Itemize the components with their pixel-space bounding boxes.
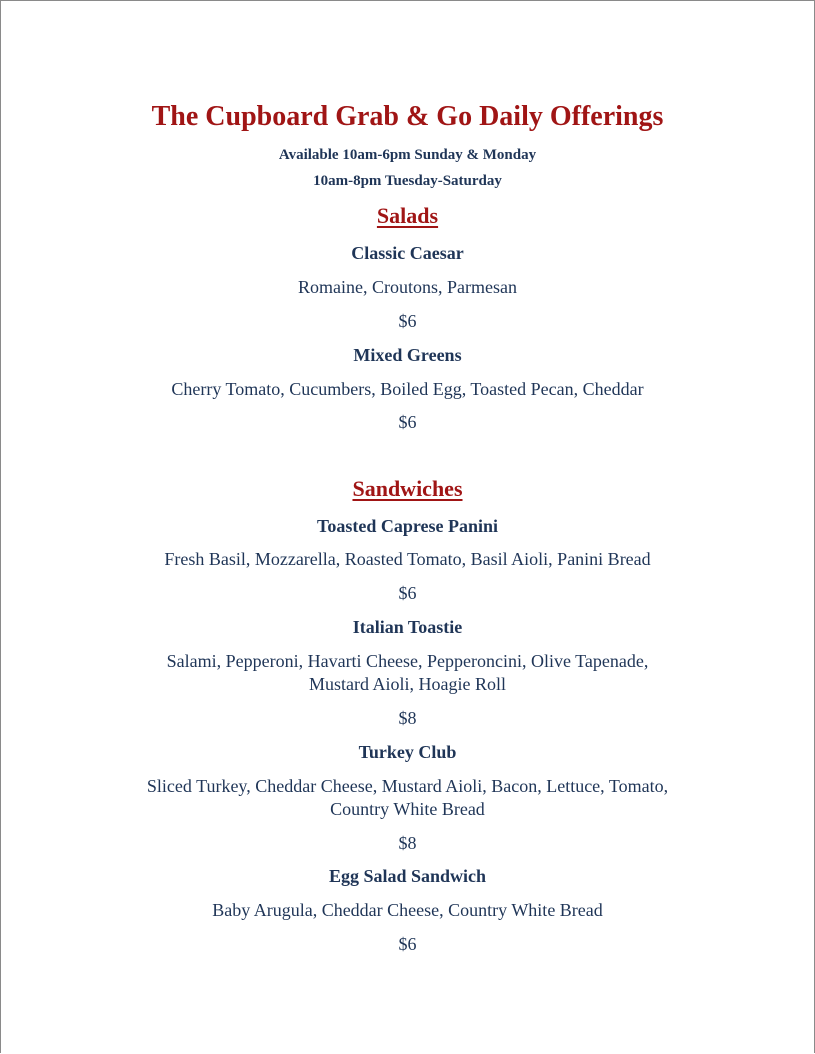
section-heading-salads: Salads [376, 203, 439, 228]
item-desc-turkey-club-line-2: Country White Bread [330, 799, 485, 819]
item-price-egg-salad-sandwich: $6 [398, 934, 417, 954]
item-name-toasted-caprese-panini: Toasted Caprese Panini [316, 516, 499, 536]
menu-title: The Cupboard Grab & Go Daily Offerings [151, 101, 664, 132]
item-price-mixed-greens: $6 [398, 412, 417, 432]
hours-line-2: 10am-8pm Tuesday-Saturday [313, 173, 502, 189]
item-price-toasted-caprese-panini: $6 [398, 583, 417, 603]
section-heading-sandwiches: Sandwiches [352, 476, 463, 501]
hours-line-1: Available 10am-6pm Sunday & Monday [278, 147, 537, 163]
item-desc-mixed-greens: Cherry Tomato, Cucumbers, Boiled Egg, Toasted Pecan, Cheddar [171, 379, 644, 399]
item-desc-turkey-club-line-1: Sliced Turkey, Cheddar Cheese, Mustard Aioli, Bacon, Lettuce, Tomato, [146, 776, 669, 796]
item-desc-toasted-caprese-panini: Fresh Basil, Mozzarella, Roasted Tomato, Basil Aioli, Panini Bread [164, 549, 651, 569]
item-desc-egg-salad-sandwich: Baby Arugula, Cheddar Cheese, Country White Bread [212, 900, 603, 920]
item-name-mixed-greens: Mixed Greens [353, 345, 462, 365]
item-name-classic-caesar: Classic Caesar [351, 243, 464, 263]
item-name-egg-salad-sandwich: Egg Salad Sandwich [328, 866, 487, 886]
item-name-italian-toastie: Italian Toastie [352, 617, 463, 637]
item-name-turkey-club: Turkey Club [358, 742, 457, 762]
item-desc-classic-caesar: Romaine, Croutons, Parmesan [298, 277, 517, 297]
item-price-italian-toastie: $8 [398, 708, 417, 728]
item-desc-italian-toastie-line-1: Salami, Pepperoni, Havarti Cheese, Pepperoncini, Olive Tapenade, [166, 651, 649, 671]
item-desc-italian-toastie-line-2: Mustard Aioli, Hoagie Roll [309, 674, 506, 694]
item-price-classic-caesar: $6 [398, 311, 417, 331]
item-price-turkey-club: $8 [398, 833, 417, 853]
